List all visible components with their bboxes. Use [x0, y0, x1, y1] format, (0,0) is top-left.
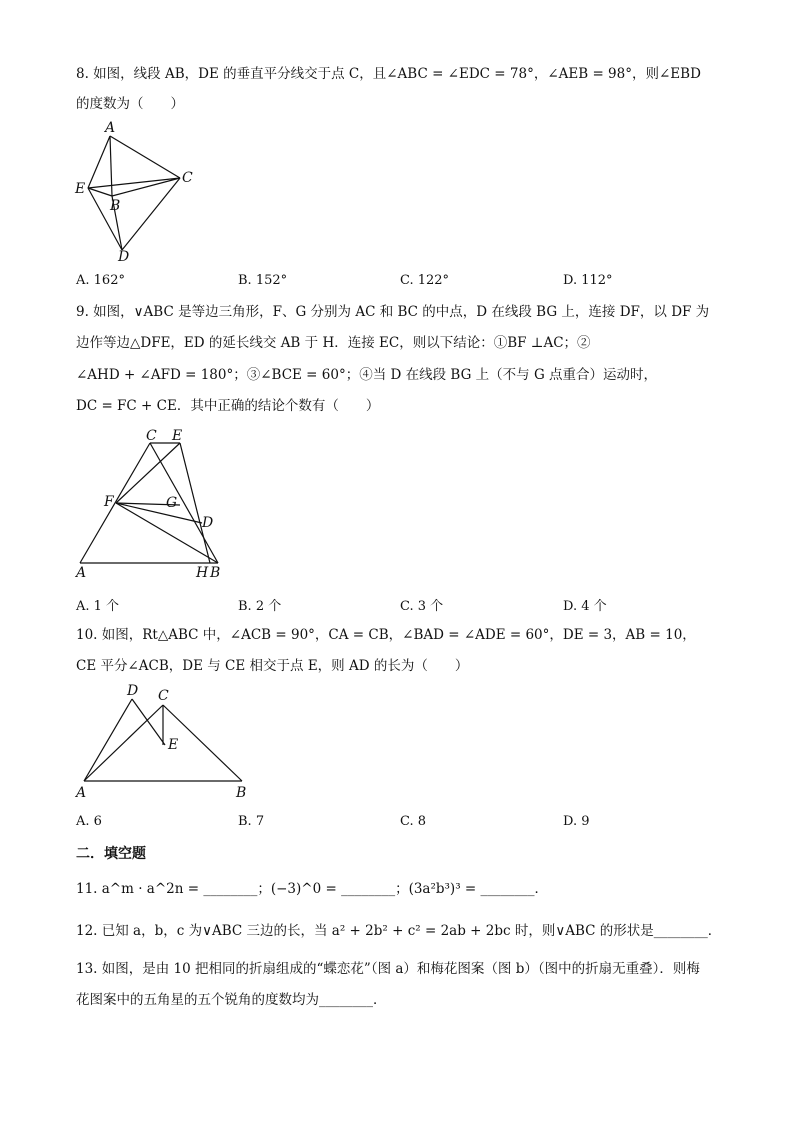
q9-label-f: F	[104, 494, 114, 510]
q8-label-a: A	[105, 120, 116, 136]
q10-label-a: A	[76, 785, 87, 801]
q8-label-e: E	[75, 181, 86, 197]
q9-label-a: A	[76, 565, 87, 580]
q8-figure	[70, 118, 200, 263]
q9-label-c: C	[146, 428, 157, 444]
section-heading-fill-in: 二．填空题	[76, 846, 146, 862]
q9-option-b[interactable]: B. 2 个	[238, 599, 282, 614]
q8-label-d: D	[118, 249, 130, 263]
q9-label-g: G	[166, 495, 178, 511]
q9-label-e: E	[172, 428, 183, 444]
q10-stem-line1: 10. 如图，Rt△ABC 中，∠ACB = 90°，CA = CB，∠BAD = ∠ADE = 60°，DE = 3，AB = 10，	[76, 627, 696, 643]
q9-label-b: B	[210, 565, 221, 580]
q9-stem-line3: ∠AHD + ∠AFD = 180°；③∠BCE = 60°；④当 D 在线段 BG 上（不与 G 点重合）运动时，	[76, 367, 658, 383]
q8-stem-line1: 8. 如图，线段 AB，DE 的垂直平分线交于点 C，且∠ABC = ∠EDC = 78°，∠AEB = 98°，则∠EBD	[76, 66, 701, 82]
q10-figure	[70, 683, 260, 803]
q8-option-b[interactable]: B. 152°	[238, 273, 288, 288]
q8-option-c[interactable]: C. 122°	[400, 273, 450, 288]
q10-label-b: B	[236, 785, 247, 801]
q10-stem-line2: CE 平分∠ACB，DE 与 CE 相交于点 E，则 AD 的长为（ ）	[76, 658, 469, 674]
q8-option-d[interactable]: D. 112°	[563, 273, 613, 288]
q10-option-b[interactable]: B. 7	[238, 814, 265, 829]
q8-label-c: C	[182, 170, 193, 186]
q10-option-c[interactable]: C. 8	[400, 814, 427, 829]
q13-stem-line2: 花图案中的五角星的五个锐角的度数均为________．	[76, 992, 387, 1008]
q9-label-h: H	[196, 565, 209, 580]
q9-label-d: D	[202, 515, 214, 531]
q10-label-c: C	[158, 688, 169, 704]
q10-option-d[interactable]: D. 9	[563, 814, 590, 829]
q9-stem-line2: 边作等边△DFE，ED 的延长线交 AB 于 H．连接 EC，则以下结论：①BF ⊥AC；②	[76, 335, 591, 351]
q10-option-a[interactable]: A. 6	[76, 814, 102, 829]
q8-option-a[interactable]: A. 162°	[76, 273, 125, 288]
q9-option-d[interactable]: D. 4 个	[563, 599, 607, 614]
q9-option-a[interactable]: A. 1 个	[76, 599, 120, 614]
q11-text: 11. a^m · a^2n = ________；(−3)^0 = ________；(3a²b³)³ = ________．	[76, 881, 549, 897]
q10-label-e: E	[168, 737, 179, 753]
q9-stem-line4: DC = FC + CE．其中正确的结论个数有（ ）	[76, 398, 380, 414]
q13-stem-line1: 13. 如图，是由 10 把相同的折扇组成的“蝶恋花”（图 a）和梅花图案（图 b）（图中的折扇无重叠）．则梅	[76, 961, 700, 977]
q9-figure	[70, 425, 230, 580]
q12-text: 12. 已知 a，b，c 为∨ABC 三边的长，当 a² + 2b² + c² = 2ab + 2bc 时，则∨ABC 的形状是________．	[76, 923, 722, 939]
q9-option-c[interactable]: C. 3 个	[400, 599, 444, 614]
q9-stem-line1: 9. 如图，∨ABC 是等边三角形，F、G 分别为 AC 和 BC 的中点，D 在线段 BG 上，连接 DF，以 DF 为	[76, 304, 710, 320]
q8-label-b: B	[110, 198, 121, 214]
q8-stem-line2: 的度数为（ ）	[76, 96, 184, 112]
q10-label-d: D	[127, 683, 139, 699]
